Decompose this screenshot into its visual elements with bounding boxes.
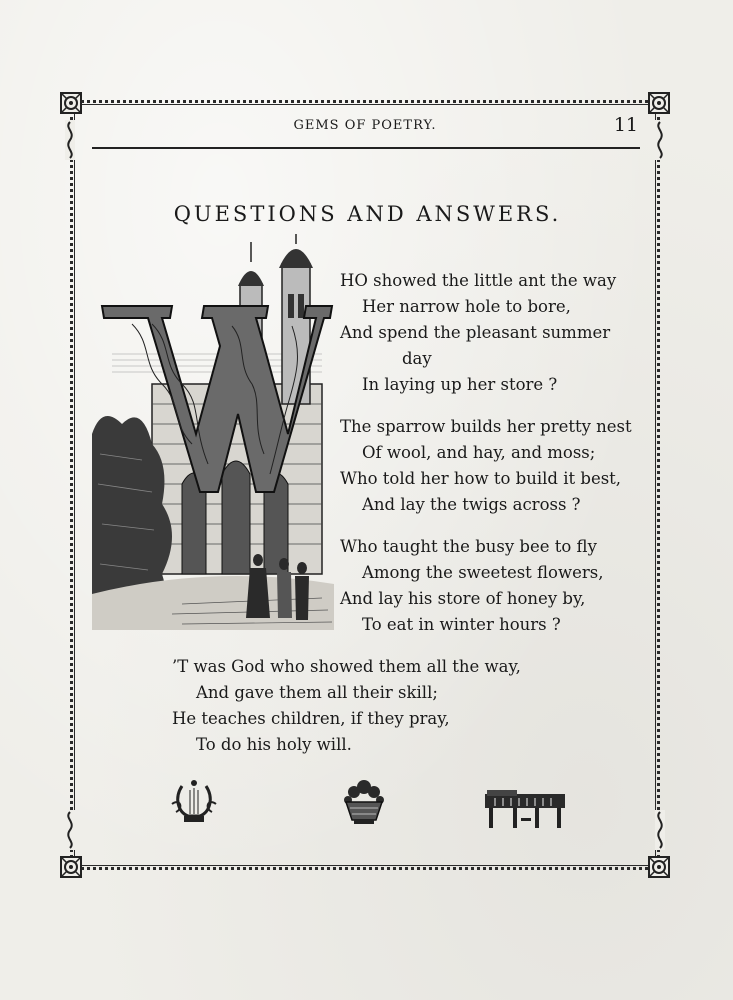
- corner-ornament-icon: [646, 854, 672, 880]
- stanza-4: [172, 654, 521, 758]
- running-head: [90, 116, 640, 142]
- poem-line: Who taught the busy bee to fly: [340, 537, 597, 556]
- poem-line: HO showed the little ant the way: [340, 271, 617, 290]
- poem-line: day: [402, 349, 432, 368]
- poem-line: And lay the twigs across ?: [362, 495, 581, 514]
- scroll-ornament-icon: [653, 810, 667, 850]
- poem-title: QUESTIONS AND ANSWERS.: [173, 202, 562, 227]
- poem-line: Her narrow hole to bore,: [362, 297, 571, 316]
- corner-ornament-icon: [58, 90, 84, 116]
- poem-line: And lay his store of honey by,: [340, 589, 586, 608]
- piano-icon: [483, 788, 567, 830]
- poem-line: ’T was God who showed them all the way,: [172, 657, 521, 676]
- poem-line: Among the sweetest flowers,: [362, 563, 604, 582]
- flower-basket-icon: [340, 778, 388, 826]
- stanza-2: [340, 414, 632, 518]
- poem-line: And gave them all their skill;: [196, 683, 438, 702]
- poem-line: The sparrow builds her pretty nest: [340, 417, 632, 436]
- poem-line: He teaches children, if they pray,: [172, 709, 450, 728]
- page-number: 11: [613, 114, 638, 136]
- poem-line: Who told her how to build it best,: [340, 469, 622, 488]
- poem-line: And spend the pleasant summer: [340, 323, 611, 342]
- corner-ornament-icon: [58, 854, 84, 880]
- stanza-3: [340, 534, 603, 638]
- stanza-1: [340, 268, 616, 398]
- scroll-ornament-icon: [63, 120, 77, 160]
- drop-cap-church-illustration: [92, 234, 334, 630]
- running-head-title: GEMS OF POETRY.: [293, 118, 437, 133]
- scroll-ornament-icon: [653, 120, 667, 160]
- poem-line: Of wool, and hay, and moss;: [362, 443, 596, 462]
- corner-ornament-icon: [646, 90, 672, 116]
- scroll-ornament-icon: [63, 810, 77, 850]
- poem-line: To do his holy will.: [196, 735, 352, 754]
- poem-line: To eat in winter hours ?: [362, 615, 561, 634]
- lyre-icon: [170, 778, 218, 828]
- poem-line: In laying up her store ?: [362, 375, 558, 394]
- header-rule: [92, 147, 640, 149]
